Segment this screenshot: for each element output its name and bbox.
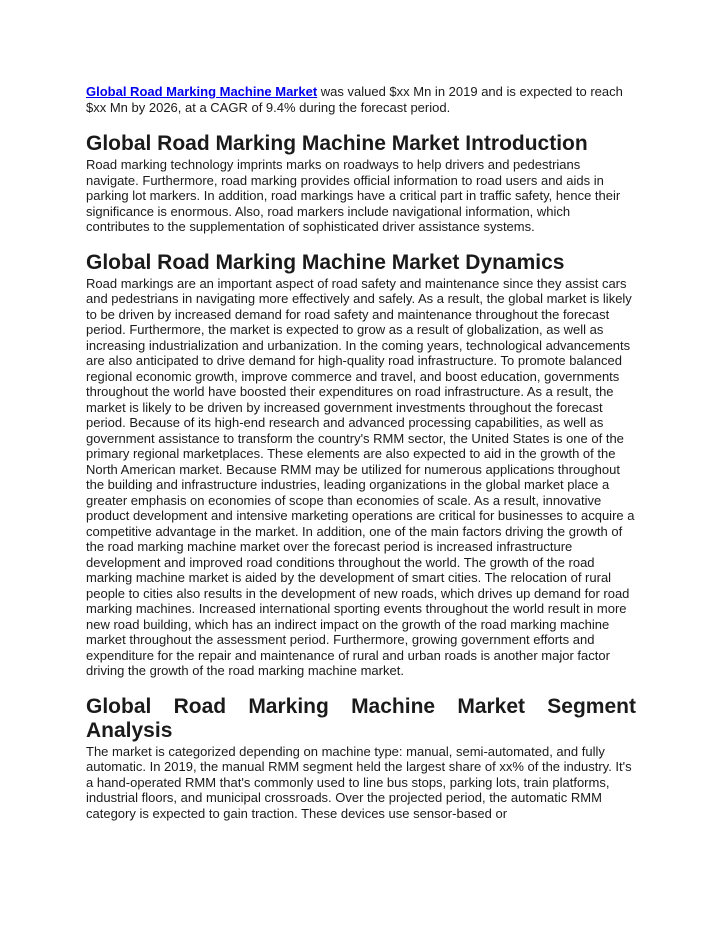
market-report-link[interactable]: Global Road Marking Machine Market bbox=[86, 84, 318, 99]
section-heading-introduction: Global Road Marking Machine Market Introduction bbox=[86, 132, 588, 155]
heading-word: Machine bbox=[351, 694, 436, 718]
heading-line-2: Analysis bbox=[86, 718, 173, 742]
section-body-introduction: Road marking technology imprints marks on roadways to help drivers and pedestrians navigate. Furthermore, road marking provides official information to road users and aids in parking lot markers. In addition, road markings have a critical part in traffic safety, hence their significance is enormous. Also, road markers include navigational information, which contributes to the supplementation of sophisticated driver assistance systems. bbox=[86, 157, 621, 234]
heading-word: Global bbox=[86, 694, 152, 718]
heading-word: Road bbox=[173, 694, 227, 718]
section-heading-dynamics: Global Road Marking Machine Market Dynamics bbox=[86, 250, 565, 274]
section-body-dynamics: Road markings are an important aspect of road safety and maintenance since they assist cars and pedestrians in navigating more effectively and safely. As a result, the global market is likely to be driven by increased demand for road safety and maintenance throughout the forecast period. Furthermore, the market is expected to grow as a result of globalization, as well as increasing industrialization and urbanization. In the coming years, technological advancements are also anticipated to drive demand for high-quality road infrastructure. To promote balanced regional economic growth, improve commerce and travel, and boost education, governments throughout the world have boosted their expenditures on road infrastructure. As a result, the market is likely to be driven by increased government investments throughout the forecast period. Because of its high-end research and advanced processing capabilities, as well as government assistance to transform the country's RMM sector, the United States is one of the primary regional marketplaces. These elements are also expected to aid in the growth of the North American market. Because RMM may be utilized for numerous applications throughout the building and infrastructure industries, leading organizations in the global market place a greater emphasis on economies of scope than economies of scale. As a result, innovative product development and intensive marketing operations are critical for businesses to acquire a competitive advantage in the market. In addition, one of the main factors driving the growth of the road marking machine market over the forecast period is increased infrastructure development and improved road conditions throughout the world. The growth of the road marking machine market is aided by the development of smart cities. The relocation of rural people to cities also results in the development of new roads, which drives up demand for road marking machines. Increased international sporting events throughout the world result in more new road building, which has an indirect impact on the growth of the road marking machine market throughout the assessment period. Furthermore, growing government efforts and expenditure for the repair and maintenance of rural and urban roads is another major factor driving the growth of the road marking machine market. bbox=[86, 275, 635, 678]
heading-word: Marking bbox=[248, 694, 329, 718]
section-heading-segment-analysis bbox=[86, 695, 636, 743]
document-page bbox=[86, 84, 636, 837]
heading-word: Segment bbox=[547, 694, 636, 718]
section-body-segment-analysis: The market is categorized depending on machine type: manual, semi-automated, and fully automatic. In 2019, the manual RMM segment held the largest share of xx% of the industry. It's a hand-operated RMM that's commonly used to line bus stops, parking lots, train platforms, industrial floors, and municipal crossroads. Over the projected period, the automatic RMM category is expected to gain traction. These devices use sensor-based or bbox=[86, 743, 632, 821]
heading-line-1 bbox=[86, 695, 636, 719]
intro-text: was valued $xx Mn in 2019 and is expected to reach $xx Mn by 2026, at a CAGR of 9.4% during the forecast period. bbox=[86, 84, 623, 115]
heading-word: Market bbox=[457, 694, 526, 718]
intro-paragraph bbox=[86, 84, 636, 116]
